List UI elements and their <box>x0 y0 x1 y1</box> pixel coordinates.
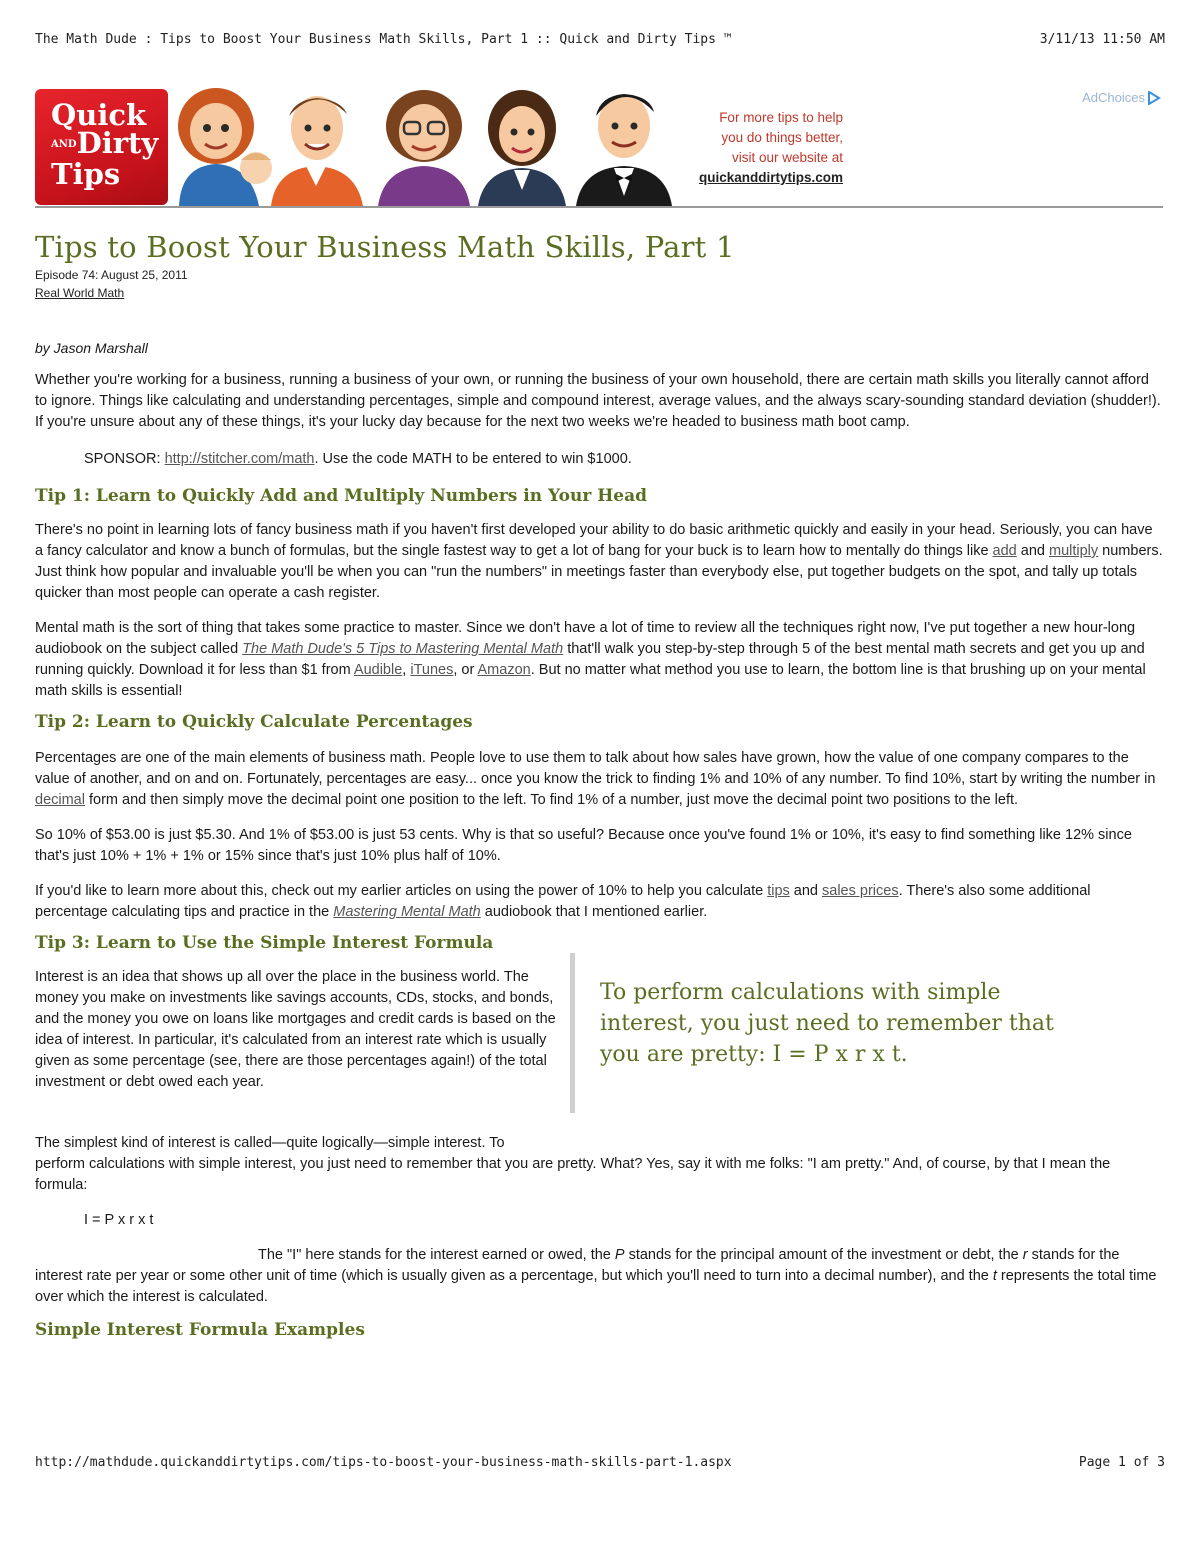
tip3-heading: Tip 3: Learn to Use the Simple Interest Formula <box>35 933 494 953</box>
character-businesswoman <box>478 90 566 206</box>
multiply-link[interactable]: multiply <box>1048 543 1099 559</box>
episode-info: Episode 74: August 25, 2011 <box>35 268 188 282</box>
character-man-in-tuxedo <box>576 94 672 206</box>
formula: I = P x r x t <box>84 1212 154 1228</box>
article-meta <box>35 266 1163 302</box>
tip2-paragraph-2: So 10% of $53.00 is just $5.30. And 1% of $53.00 is just 53 cents. Why is that so useful? Because once you've found 1% or 10%, it's easy to find something like 12% since that's just 10% + 1% + 1% or 15% since that's just 10% plus half of 10%. <box>35 827 1132 864</box>
print-footer-page: Page 1 of 3 <box>1078 1455 1165 1470</box>
character-man-orange-shirt <box>271 96 363 206</box>
tip2-paragraph-1: Percentages are one of the main elements of business math. People love to use them to talk about how sales have grown, how the value of one company compares to the value of another, and on and on. Fortunately, percentages are easy... once you know the trick to finding 1% and 10% of any number. To find 10%, start by writing the number in decimal form and then simply move the decimal point one position to the left. To find 1% of a number, just move the decimal point two positions to the left. <box>35 750 1156 808</box>
tip1-paragraph-2: Mental math is the sort of thing that takes some practice to master. Since we don't have a lot of time to review all the techniques right now, I've put together a new hour-long audiobook on the subject called The Math Dude's 5 Tips to Mastering Mental Math that'll walk you step-by-step through 5 of the best mental math secrets and get you up and running quickly. Download it for less than $1 from Audible, iTunes, or Amazon. But no matter what method you use to learn, the bottom line is that brushing up on your mental math skills is essential! <box>35 620 1146 699</box>
character-mom-with-baby <box>178 88 272 206</box>
print-header-datetime: 3/11/13 11:50 AM <box>1039 32 1165 47</box>
adchoices-icon <box>1147 91 1161 105</box>
byline: by Jason Marshall <box>35 340 148 356</box>
tip1-paragraph-1: There's no point in learning lots of fancy business math if you haven't first developed your ability to do basic arithmetic quickly and easily in your head. Seriously, you can have a fancy calculator and know a bunch of formulas, but the single fastest way to get a lot of bang for your buck is to learn how to mentally do things like add and multiply numbers. Just think how popular and invaluable you'll be when you can "run the numbers" in meetings faster than everybody else, put together budgets on the spot, and tally up totals quicker than most people can operate a cash register. <box>35 522 1163 601</box>
audible-link[interactable]: Audible <box>353 662 403 678</box>
cartoon-characters-illustration <box>171 86 681 206</box>
intro-paragraph: Whether you're working for a business, running a business of your own, or running the business of your own household, there are certain math skills you literally cannot afford to ignore. Things like calculating and understanding percentages, simple and compound interest, average values, and the always scary-sounding standard deviation (shudder!). If you're unsure about any of these things, it's your lucky day because for the next two weeks we're headed to business math boot camp. <box>35 372 1161 430</box>
tip2-paragraph-3: If you'd like to learn more about this, check out my earlier articles on using the power of 10% to help you calculate tips and sales prices. There's also some additional percentage calculating tips and practice in the Mastering Mental Math audiobook that I mentioned earlier. <box>35 883 1091 920</box>
examples-heading: Simple Interest Formula Examples <box>35 1320 365 1340</box>
tip3-intro-block <box>35 967 1163 1119</box>
print-header <box>35 32 1165 47</box>
audiobook-link[interactable]: The Math Dude's 5 Tips to Mastering Mental Math <box>242 641 564 657</box>
print-footer <box>35 1455 1165 1470</box>
decimal-link[interactable]: decimal <box>35 792 85 808</box>
mastering-mental-math-link[interactable]: Mastering Mental Math <box>333 904 481 920</box>
article-title: Tips to Boost Your Business Math Skills, Part 1 <box>35 230 735 264</box>
article <box>35 230 1163 1340</box>
character-woman-with-glasses <box>378 90 470 206</box>
tip3-paragraph-1: Interest is an idea that shows up all over the place in the business world. The money you make on investments like savings accounts, CDs, stocks, and bonds, and the money you owe on loans like mortgages and credit cards is based on the idea of interest. In particular, it's calculated from an interest rate which is usually given as some percentage (see, there are those percentages again!) of the total investment or debt owed each year. <box>35 969 556 1090</box>
site-banner <box>35 86 1163 208</box>
category-link[interactable]: Real World Math <box>35 286 125 300</box>
itunes-link[interactable]: iTunes <box>410 662 454 678</box>
callout-bar <box>570 953 575 1113</box>
adchoices-badge[interactable]: AdChoices <box>1082 90 1161 105</box>
tip3-paragraph-2: The simplest kind of interest is called—quite logically—simple interest. To perform calculations with simple interest, you just need to remember that you are pretty. What? Yes, say it with me folks: "I am pretty." And, of course, by that I mean the formula: <box>35 1135 1111 1193</box>
pull-quote: To perform calculations with simple interest, you just need to remember that you are pretty: I = P x r x t. <box>600 980 1054 1067</box>
print-footer-url: http://mathdude.quickanddirtytips.com/tips-to-boost-your-business-math-skills-part-1.aspx <box>35 1455 732 1470</box>
promo-site-link[interactable]: quickanddirtytips.com <box>698 170 843 185</box>
tip3-paragraph-3: The "I" here stands for the interest earned or owed, the P stands for the principal amount of the investment or debt, the r stands for the interest rate per year or some other unit of time (which is usually given as a percentage, but which you'll need to turn into a decimal number), and the t represents the total time over which the interest is calculated. <box>35 1247 1157 1305</box>
print-header-title: The Math Dude : Tips to Boost Your Business Math Skills, Part 1 :: Quick and Dirty Tips ™ <box>35 32 732 47</box>
tips-link[interactable]: tips <box>767 883 790 899</box>
sponsor-line: SPONSOR: http://stitcher.com/math. Use the code MATH to be entered to win $1000. <box>84 451 632 467</box>
sales-prices-link[interactable]: sales prices <box>822 883 899 899</box>
tip2-heading: Tip 2: Learn to Quickly Calculate Percentages <box>35 712 473 732</box>
add-link[interactable]: add <box>992 543 1017 559</box>
tip1-heading: Tip 1: Learn to Quickly Add and Multiply Numbers in Your Head <box>35 486 648 506</box>
sponsor-link[interactable]: http://stitcher.com/math <box>164 451 315 467</box>
amazon-link[interactable]: Amazon <box>477 662 531 678</box>
promo-text[interactable]: For more tips to help you do things better, visit our website at quickanddirtytips.com <box>685 108 843 188</box>
quick-and-dirty-tips-logo[interactable]: Quick ANDDirty Tips <box>35 89 168 205</box>
